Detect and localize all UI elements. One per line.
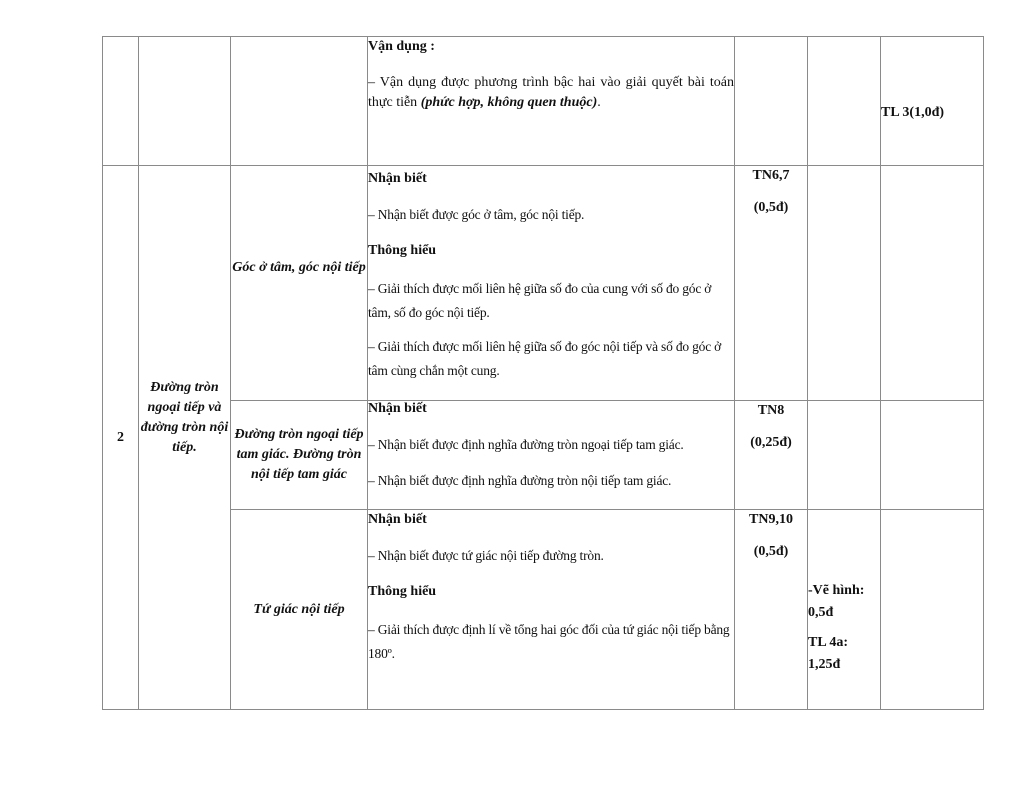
cell-empty: [231, 37, 368, 166]
requirement-suffix: .: [597, 95, 601, 110]
requirement-prefix: – Vận dụng được phương trình bậc hai vào giải quyết bài toán thực tiễn: [368, 75, 734, 110]
table-row: [103, 37, 984, 166]
cell-empty: [808, 37, 881, 166]
topic-name-cell: [139, 166, 231, 710]
tn-code: TN6,7: [752, 168, 790, 183]
tn-score: (0,25đ): [750, 435, 792, 450]
tn-cell: [735, 510, 808, 710]
cell-empty: [139, 37, 231, 166]
unit-name-cell: [231, 166, 368, 401]
cell-empty: [103, 37, 139, 166]
requirement-text: – Nhận biết được tứ giác nội tiếp đường tròn.: [368, 548, 604, 563]
requirement-cell: [368, 166, 735, 401]
cell-empty: [735, 37, 808, 166]
requirement-text: – Giải thích được mối liên hệ giữa số đo góc nội tiếp và số đo góc ở tâm cùng chắn một cung.: [368, 339, 722, 378]
requirement-text: – Giải thích được mối liên hệ giữa số đo của cung với số đo góc ở tâm, số đo góc nội tiếp.: [368, 281, 712, 320]
unit-name: Đường tròn ngoại tiếp tam giác. Đường tròn nội tiếp tam giác: [234, 427, 364, 482]
cell-empty: [881, 510, 984, 710]
level-label: Thông hiểu: [368, 243, 437, 258]
tl-question: TL 4a: 1,25đ: [808, 635, 849, 672]
cell-empty: [881, 401, 984, 510]
tn-cell: [735, 401, 808, 510]
tn-code: TN9,10: [749, 512, 793, 527]
unit-name-cell: [231, 401, 368, 510]
requirement-cell: [368, 510, 735, 710]
unit-name: Tứ giác nội tiếp: [253, 601, 345, 617]
requirement-cell: [368, 37, 735, 166]
requirement-text: – Giải thích được định lí về tổng hai góc đối của tứ giác nội tiếp bằng 180º.: [368, 622, 730, 661]
tl-cell: [808, 510, 881, 710]
requirement-text: [368, 73, 734, 113]
tn-score: (0,5đ): [753, 544, 789, 559]
table-row: [103, 401, 984, 510]
level-label: Thông hiểu: [368, 584, 437, 599]
requirement-text: – Nhận biết được định nghĩa đường tròn ngoại tiếp tam giác.: [368, 437, 684, 452]
requirement-emphasis: (phức hợp, không quen thuộc): [420, 95, 598, 110]
requirement-cell: [368, 401, 735, 510]
level-label: Nhận biết: [368, 171, 427, 186]
requirement-text: – Nhận biết được góc ở tâm, góc nội tiếp.: [368, 207, 585, 222]
topic-name: Đường tròn ngoại tiếp và đường tròn nội tiếp.: [140, 379, 229, 455]
cell-empty: [808, 401, 881, 510]
requirement-text: – Nhận biết được định nghĩa đường tròn nội tiếp tam giác.: [368, 473, 672, 488]
level-label: Nhận biết: [368, 512, 427, 527]
table-row: [103, 166, 984, 401]
tn-code: TN8: [757, 403, 785, 418]
tl-cell: [881, 37, 984, 166]
tn-cell: [735, 166, 808, 401]
level-label: Vận dụng :: [368, 39, 435, 54]
draw-score: -Vẽ hình: 0,5đ: [808, 583, 865, 620]
cell-empty: [808, 166, 881, 401]
cell-empty: [881, 166, 984, 401]
tl-question: TL 3(1,0đ): [881, 105, 945, 120]
level-label: Nhận biết: [368, 401, 427, 416]
unit-name-cell: [231, 510, 368, 710]
unit-name: Góc ở tâm, góc nội tiếp: [232, 260, 366, 275]
assessment-matrix-table: [102, 36, 984, 710]
tn-score: (0,5đ): [753, 200, 789, 215]
topic-number: [103, 166, 139, 710]
table-row: [103, 510, 984, 710]
topic-number-text: 2: [117, 429, 124, 445]
